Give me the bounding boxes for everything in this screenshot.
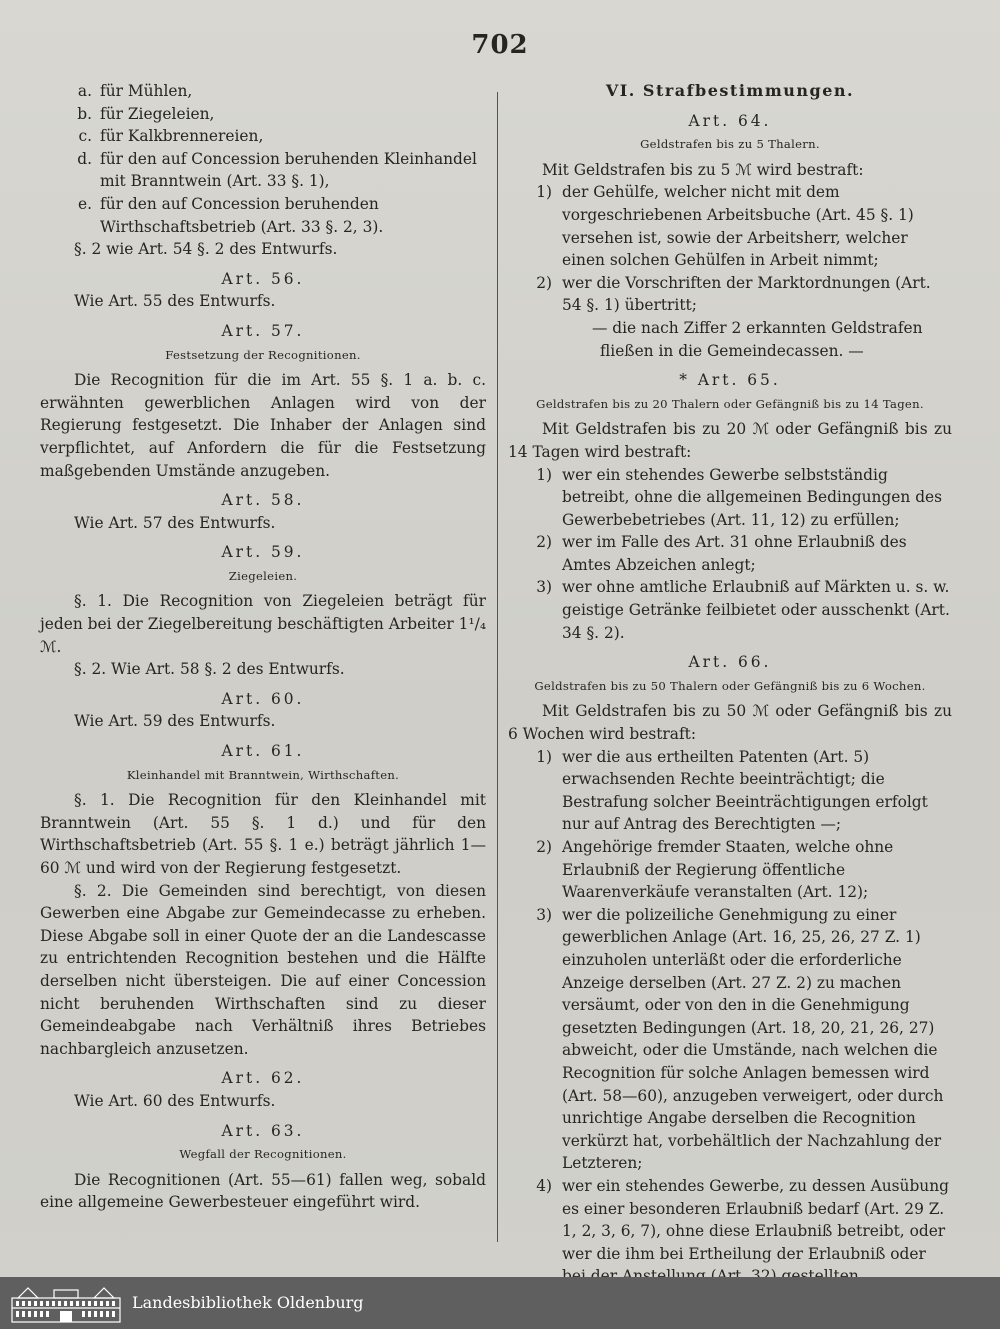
item-mark: 2) bbox=[536, 533, 552, 552]
article-64-item-2 bbox=[508, 272, 952, 317]
article-63-text: Die Recognitionen (Art. 55—61) fallen weg, sobald eine allgemeine Gewerbesteuer eingeführt wird. bbox=[40, 1170, 486, 1212]
item-mark: 4) bbox=[536, 1176, 552, 1195]
item-mark: 1) bbox=[536, 747, 552, 766]
article-57-heading: Art. 57. bbox=[221, 321, 305, 340]
item-mark: 3) bbox=[536, 578, 552, 597]
article-56-text: Wie Art. 55 des Entwurfs. bbox=[74, 292, 276, 311]
item-text: wer die Vorschriften der Marktordnungen (Art. 54 §. 1) übertritt; bbox=[562, 273, 931, 315]
article-65-item-1 bbox=[508, 464, 952, 532]
article-61-subtitle: Kleinhandel mit Branntwein, Wirthschaften. bbox=[126, 767, 400, 782]
list-mark: c. bbox=[78, 127, 92, 146]
paragraph-section-2: §. 2 wie Art. 54 §. 2 des Entwurfs. bbox=[74, 240, 338, 259]
article-57-subtitle: Festsetzung der Recognitionen. bbox=[165, 347, 361, 362]
article-59-subtitle: Ziegeleien. bbox=[228, 568, 298, 583]
article-66-item-3 bbox=[508, 904, 952, 1175]
article-64-intro: Mit Geldstrafen bis zu 5 ℳ wird bestraft: bbox=[542, 160, 864, 179]
right-column bbox=[508, 80, 952, 1310]
article-65-intro: Mit Geldstrafen bis zu 20 ℳ oder Gefängniß bis zu 14 Tagen wird bestraft: bbox=[508, 420, 952, 461]
list-mark: d. bbox=[77, 149, 92, 168]
article-59-para-1: §. 1. Die Recognition von Ziegeleien beträgt für jeden bei der Ziegelbereitung beschäftigten Arbeiter 1¹/₄ ℳ. bbox=[40, 592, 486, 656]
list-text: für den auf Concession beruhenden Kleinhandel mit Branntwein (Art. 33 §. 1), bbox=[100, 149, 477, 191]
item-mark: 2) bbox=[536, 838, 552, 856]
article-60-text: Wie Art. 59 des Entwurfs. bbox=[74, 712, 276, 731]
article-65-item-2 bbox=[508, 531, 952, 576]
article-64-subtitle: Geldstrafen bis zu 5 Thalern. bbox=[640, 137, 820, 152]
article-66-heading: Art. 66. bbox=[688, 653, 772, 672]
article-64-item-1 bbox=[508, 181, 952, 271]
article-58-heading: Art. 58. bbox=[221, 491, 305, 510]
article-66-item-2 bbox=[508, 836, 952, 904]
article-65-item-3 bbox=[508, 576, 952, 644]
list-mark: a. bbox=[77, 82, 92, 100]
article-66-subtitle: Geldstrafen bis zu 50 Thalern oder Gefängniß bis zu 6 Wochen. bbox=[534, 678, 926, 693]
section-heading: VI. Strafbestimmungen. bbox=[605, 81, 855, 100]
article-66-item-1 bbox=[508, 746, 952, 836]
list-mark: b. bbox=[77, 104, 92, 123]
article-62-text: Wie Art. 60 des Entwurfs. bbox=[74, 1091, 276, 1110]
list-text: für Ziegeleien, bbox=[100, 104, 215, 123]
list-text: für Kalkbrennereien, bbox=[100, 127, 264, 146]
left-column bbox=[40, 80, 486, 1214]
article-63-subtitle: Wegfall der Recognitionen. bbox=[179, 1147, 347, 1162]
list-item-a bbox=[40, 80, 486, 103]
article-64-heading: Art. 64. bbox=[688, 111, 772, 130]
item-text: wer die aus ertheilten Patenten (Art. 5) erwachsenden Rechte beeinträchtigt; die Bestrafung solcher Beeinträchtigungen erfolgt nur auf Antrag des Berechtigten —; bbox=[562, 747, 928, 834]
article-56-heading: Art. 56. bbox=[221, 269, 305, 288]
article-59-heading: Art. 59. bbox=[221, 543, 305, 562]
library-footer bbox=[0, 1277, 1000, 1329]
list-item-c bbox=[40, 125, 486, 148]
item-text: wer ein stehendes Gewerbe selbstständig betreibt, ohne die allgemeinen Bedingungen des Gewerbebetriebes (Art. 11, 12) zu erfüllen; bbox=[562, 465, 943, 529]
article-57-text: Die Recognition für die im Art. 55 §. 1 a. b. c. erwähnten gewerblichen Anlagen wird von der Regierung festgesetzt. Die Inhaber der Anlagen sind verpflichtet, auf Anfordern die für die Festsetzung maßgebenden Umstände anzugeben. bbox=[40, 371, 486, 480]
item-text: wer im Falle des Art. 31 ohne Erlaubniß des Amtes Abzeichen anlegt; bbox=[562, 533, 907, 574]
item-text: wer ohne amtliche Erlaubniß auf Märkten u. s. w. geistige Getränke feilbietet oder ausschenkt (Art. 34 §. 2). bbox=[562, 578, 950, 642]
column-divider bbox=[497, 92, 498, 1242]
item-text: Angehörige fremder Staaten, welche ohne Erlaubniß der Regierung öffentliche Waarenverkäufe veranstalten (Art. 12); bbox=[562, 838, 894, 902]
item-mark: 1) bbox=[536, 465, 552, 484]
article-65-heading: * Art. 65. bbox=[679, 371, 781, 390]
list-mark: e. bbox=[77, 194, 92, 213]
item-text: der Gehülfe, welcher nicht mit dem vorgeschriebenen Arbeitsbuche (Art. 45 §. 1) versehen ist, sowie der Arbeitsherr, welcher einen solchen Gehülfen in Arbeit nimmt; bbox=[562, 183, 914, 270]
article-61-para-1: §. 1. Die Recognition für den Kleinhandel mit Branntwein (Art. 55 §. 1 d.) und für den Wirthschaftsbetrieb (Art. 55 §. 1 e.) beträgt jährlich 1—60 ℳ und wird von der Regierung festgesetzt. bbox=[40, 791, 486, 877]
library-building-icon bbox=[10, 1284, 122, 1324]
page-number: 702 bbox=[471, 30, 529, 60]
item-mark: 3) bbox=[536, 905, 552, 924]
list-item-e bbox=[40, 193, 486, 238]
article-63-heading: Art. 63. bbox=[221, 1121, 305, 1140]
article-62-heading: Art. 62. bbox=[221, 1069, 305, 1088]
article-58-text: Wie Art. 57 des Entwurfs. bbox=[74, 513, 276, 532]
item-text: wer ein stehendes Gewerbe, zu dessen Ausübung es einer besonderen Erlaubniß bedarf (Art. 29 Z. 1, 2, 3, 6, 7), ohne diese Erlaubniß betreibt, oder wer die ihm bei Ertheilung der Erlaubniß oder bbox=[562, 1176, 949, 1263]
article-59-para-2: §. 2. Wie Art. 58 §. 2 des Entwurfs. bbox=[74, 660, 345, 679]
item-mark: 2) bbox=[536, 273, 552, 292]
list-text: für den auf Concession beruhenden Wirthschaftsbetrieb (Art. 33 §. 2, 3). bbox=[100, 194, 384, 236]
item-text: wer die polizeiliche Genehmigung zu einer gewerblichen Anlage (Art. 16, 25, 26, 27 Z. 1) einzuholen unterläßt oder die erforderliche Anzeige derselben (Art. 27 Z. 2) zu machen versäumt, oder von den in die Genehmigung gesetzten Bedingungen (Art. 18, 20, 21, 26, 27) abweicht, oder die Umstände, nach welchen die Recognition für solche Anlagen bemessen wird (Art. 58—60), anzugeben verweigert, oder durch unrichtige Angabe derselben die Recognition verkürzt hat, vorbehältlich der Nachzahlung der Letzteren; bbox=[562, 905, 944, 1173]
article-61-heading: Art. 61. bbox=[221, 742, 305, 761]
list-item-d bbox=[40, 148, 486, 193]
article-64-note: — die nach Ziffer 2 erkannten Geldstrafen fließen in die Gemeindecassen. — bbox=[592, 318, 923, 360]
article-65-subtitle: Geldstrafen bis zu 20 Thalern oder Gefängniß bis zu 14 Tagen. bbox=[536, 396, 924, 411]
article-66-intro: Mit Geldstrafen bis zu 50 ℳ oder Gefängniß bis zu 6 Wochen wird bestraft: bbox=[508, 702, 952, 744]
list-item-b bbox=[40, 103, 486, 126]
library-name: Landesbibliothek Oldenburg bbox=[132, 1293, 364, 1312]
list-text: für Mühlen, bbox=[100, 82, 193, 100]
item-mark: 1) bbox=[536, 183, 552, 202]
article-60-heading: Art. 60. bbox=[221, 689, 305, 708]
article-61-para-2: §. 2. Die Gemeinden sind berechtigt, von diesen Gewerben eine Abgabe zur Gemeindecasse zu erheben. Diese Abgabe soll in einer Quote der an die Landescasse zu entrichtenden Recognition bestehen und die Hälfte derselben nicht übersteigen. Die auf einer Concession nicht beruhenden Wirthschaften sind zu dieser Gemeindeabgabe nach Verhältniß ihres Betriebes nachbargleich anzusetzen. bbox=[40, 881, 486, 1058]
